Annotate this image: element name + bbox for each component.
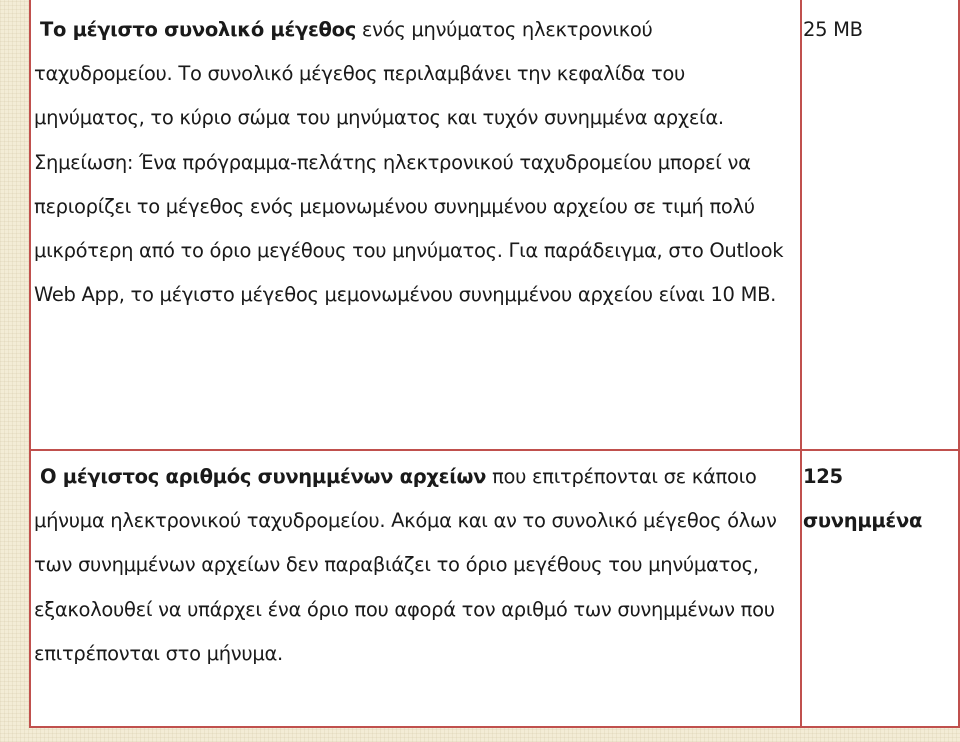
message-size-limit-value: 25 MB — [803, 18, 863, 41]
attachment-count-term: Ο μέγιστος αριθμός συνημμένων αρχείων — [40, 465, 487, 488]
attachment-count-limit-description — [34, 455, 794, 676]
column-divider — [800, 0, 802, 726]
limits-table — [29, 0, 960, 728]
row-divider — [31, 449, 958, 451]
message-size-note: Σημείωση: Ένα πρόγραμμα-πελάτης ηλεκτρονικού ταχυδρομείου μπορεί να περιορίζει το μέγεθος ενός μεμονωμένου συνημμένου αρχείου σε τιμή πολύ μικρότερη από το όριο μεγέθους του μηνύματος. Για παράδειγμα, στο Outlook Web App, το μέγιστο μέγεθος μεμονωμένου συνημμένου αρχείου είναι 10 MB. — [34, 150, 784, 307]
message-size-text: ενός μηνύματος ηλεκτρονικού ταχυδρομείου. Το συνολικό μέγεθος περιλαμβάνει την κεφαλίδα του μηνύματος, το κύριο σώμα του μηνύματος και τυχόν συνημμένα αρχεία. — [34, 18, 724, 130]
attachment-count-text: που επιτρέπονται σε κάποιο μήνυμα ηλεκτρονικού ταχυδρομείου. Ακόμα και αν το συνολικό μέγεθος όλων των συνημμένων αρχείων δεν παραβιάζει το όριο μεγέθους του μηνύματος, εξακολουθεί να υπάρχει ένα όριο που αφορά τον αριθμό των συνημμένων που επιτρέπονται στο μήνυμα. — [34, 465, 777, 665]
attachment-count-limit-value: 125 συνημμένα — [803, 465, 923, 533]
message-size-limit-description — [34, 8, 794, 317]
message-size-term: Το μέγιστο συνολικό μέγεθος — [40, 18, 356, 41]
